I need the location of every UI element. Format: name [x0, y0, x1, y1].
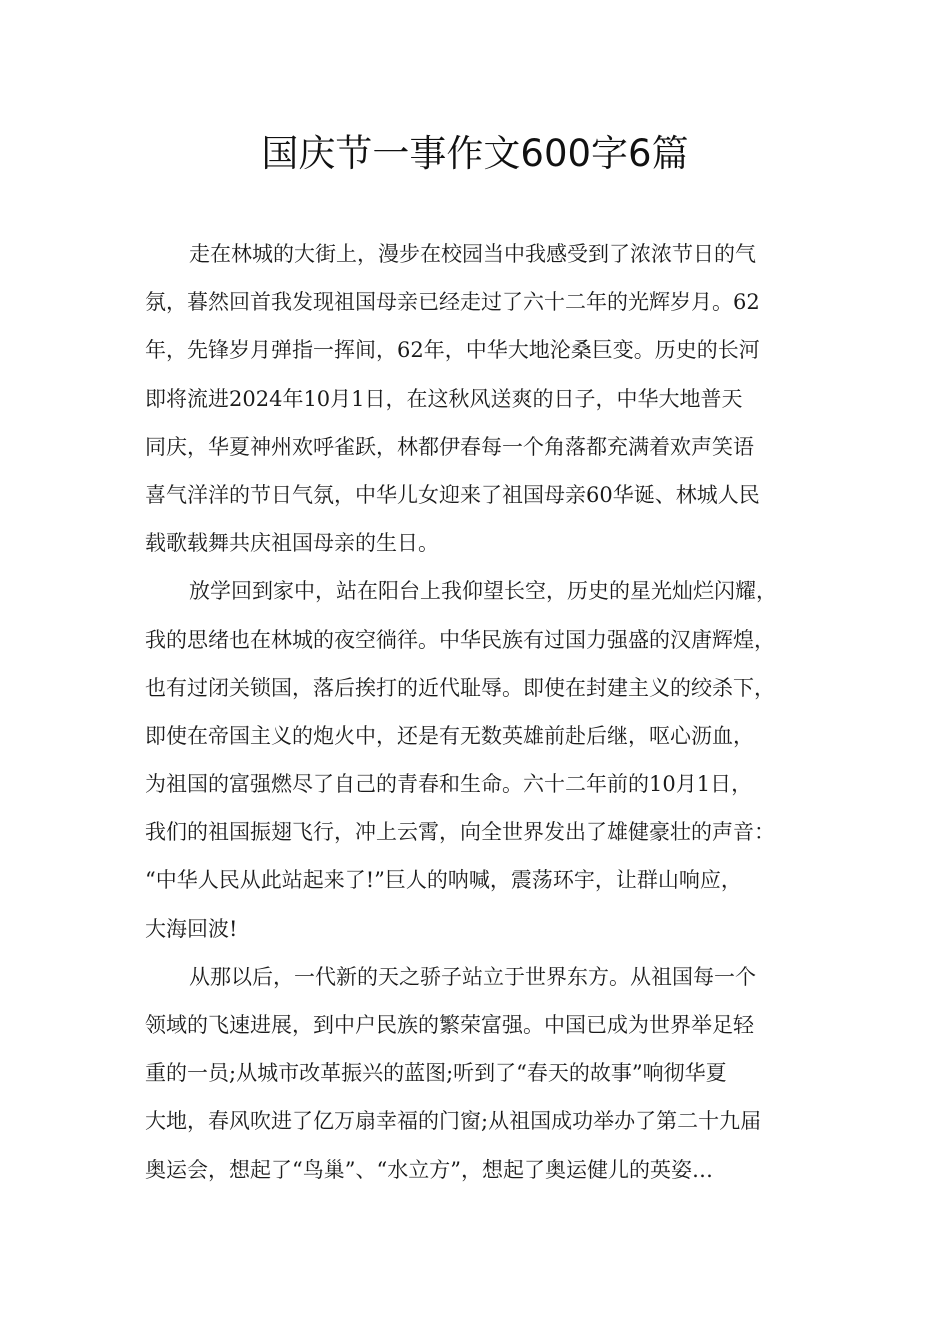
paragraph-3 [145, 953, 820, 1194]
paragraph-line: 奥运会，想起了“鸟巢”、“水立方”，想起了奥运健儿的英姿… [145, 1157, 713, 1182]
paragraph-line: 重的一员;从城市改革振兴的蓝图;听到了“春天的故事”响彻华夏 [145, 1061, 727, 1086]
paragraph-line: 即将流进2024年10月1日，在这秋风送爽的日子，中华大地普天 [145, 386, 743, 411]
paragraph-line: 喜气洋洋的节日气氛，中华儿女迎来了祖国母亲60华诞、林城人民 [145, 482, 760, 507]
paragraph-line: 载歌载舞共庆祖国母亲的生日。 [145, 531, 439, 556]
paragraph-line: 也有过闭关锁国，落后挨打的近代耻辱。即使在封建主义的绞杀下， [145, 675, 775, 700]
paragraph-line: 为祖国的富强燃尽了自己的青春和生命。六十二年前的10月1日， [145, 772, 753, 797]
paragraph-line: 走在林城的大街上，漫步在校园当中我感受到了浓浓节日的气 [189, 242, 756, 266]
paragraph-line: 氛，暮然回首我发现祖国母亲已经走过了六十二年的光辉岁月。62 [145, 290, 760, 315]
paragraph-line: 我们的祖国振翅飞行，冲上云霄，向全世界发出了雄健豪壮的声音： [145, 820, 775, 845]
paragraph-2 [145, 567, 820, 953]
paragraph-line: 从那以后，一代新的天之骄子站立于世界东方。从祖国每一个 [189, 964, 756, 989]
paragraph-line: 放学回到家中，站在阳台上我仰望长空，历史的星光灿烂闪耀， [189, 579, 777, 604]
paragraph-line: 年，先锋岁月弹指一挥间，62年，中华大地沦桑巨变。历史的长河 [145, 338, 760, 363]
paragraph-line: “中华人民从此站起来了!”巨人的呐喊，震荡环宇，让群山响应， [145, 868, 742, 893]
paragraph-line: 即使在帝国主义的炮火中，还是有无数英雄前赴后继，呕心沥血， [145, 723, 754, 748]
paragraph-line: 大地，春风吹进了亿万扇幸福的门窗;从祖国成功举办了第二十九届 [145, 1109, 762, 1134]
paragraph-line: 领域的飞速进展，到中户民族的繁荣富强。中国已成为世界举足轻 [145, 1013, 754, 1037]
paragraph-line: 大海回波! [145, 916, 238, 941]
document-title: 国庆节一事作文600字6篇 [261, 132, 689, 175]
paragraph-line: 我的思绪也在林城的夜空徜徉。中华民族有过国力强盛的汉唐辉煌， [145, 627, 775, 652]
paragraph-line: 同庆，华夏神州欢呼雀跃，林都伊春每一个角落都充满着欢声笑语 [145, 434, 754, 459]
paragraph-1 [145, 230, 820, 567]
document-body [145, 230, 820, 1194]
